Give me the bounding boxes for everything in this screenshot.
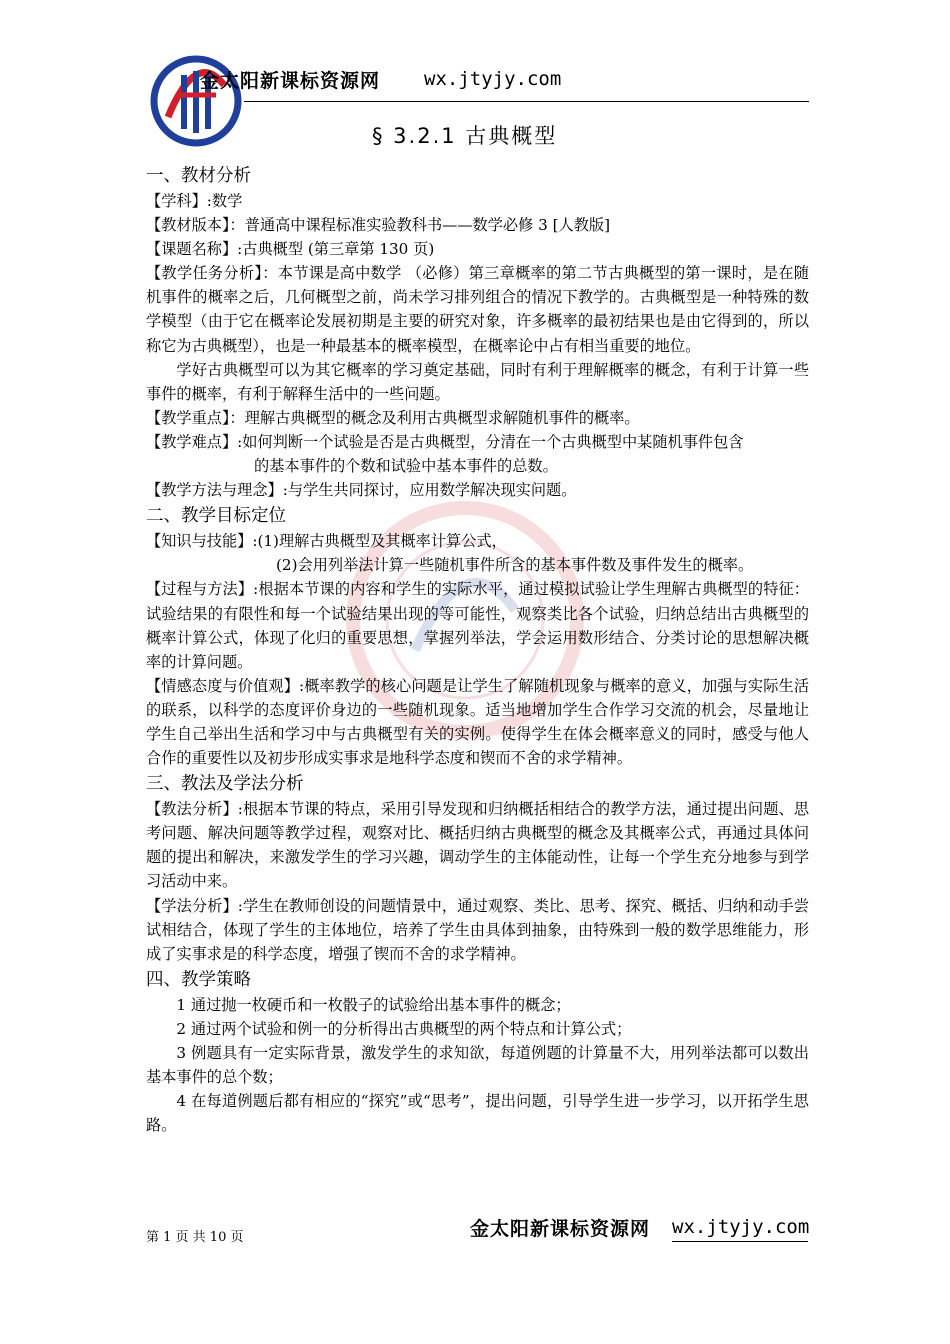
teaching-method-analysis [146, 797, 809, 893]
learning-method-text: 学生在教师创设的问题情景中，通过观察、类比、思考、探究、概括、归纳和动手尝试相结合，体现了学生的主体地位，培养了学生由具体到抽象，由特殊到一般的数学思维能力，形成了实事求是的科学态度，增强了锲而不舍的求学精神。 [146, 896, 810, 963]
subject-line [146, 189, 809, 213]
footer-url[interactable]: wx.jtyjy.com [672, 1216, 810, 1238]
attitude-values [146, 674, 809, 770]
section-heading-1: 一、教材分析 [146, 166, 251, 186]
topic-label: 【课题名称】: [146, 240, 243, 259]
learning-method-label: 【学法分析】: [146, 896, 243, 915]
method-line [146, 478, 809, 502]
edition-value: 普通高中课程标准实验教科书——数学必修 3 [人教版] [244, 216, 611, 235]
method-label: 【教学方法与理念】: [146, 481, 288, 500]
strategy-item: 2 通过两个试验和例一的分析得出古典概型的两个特点和计算公式； [176, 1019, 632, 1038]
task-text: 本节课是高中数学 （必修）第三章概率的第二节古典概型的第一课时，是在随机事件的概率之后，几何概型之前，尚未学习排列组合的情况下教学的。古典概型是一种特殊的数学模型（由于它在概率论发展初期是主要的研究对象，许多概率的最初结果也是由它得到的，所以称它为古典概型），也是一种最基本的概率模型，在概率论中占有相当重要的地位。 [146, 264, 809, 355]
edition-line [146, 213, 809, 237]
knowledge-item-1: (1)理解古典概型及其概率计算公式， [257, 532, 507, 551]
process-method [146, 577, 809, 673]
learning-method-analysis [146, 894, 809, 966]
difficulty-line [146, 430, 809, 454]
header-divider [244, 101, 809, 102]
difficulty-label: 【教学难点】: [146, 432, 243, 451]
attitude-text: 概率教学的核心问题是让学生了解随机现象与概率的意义，加强与实际生活的联系，以科学的态度评价身边的一些随机现象。适当地增加学生合作学习交流的机会，尽量地让学生自己举出生活和学习中与古典概型有关的实例。使得学生在体会概率意义的同时，感受与他人合作的重要性以及初步形成实事求是地科学态度和锲而不舍的求学精神。 [146, 676, 810, 768]
subject-value: 数学 [211, 192, 243, 210]
document-body [146, 162, 809, 1137]
section-heading-4: 四、教学策略 [146, 969, 251, 990]
teaching-method-text: 根据本节课的特点，采用引导发现和归纳概括相结合的教学方法，通过提出问题、思考问题、解决问题等教学过程，观察对比、概括归纳古典概型的概念及其概率公式，再通过具体问题的提出和解决，来激发学生的学习兴趣，调动学生的主体能动性，让每一个学生充分地参与到学习活动中来。 [146, 800, 810, 891]
page-number: 第 1 页 共 10 页 [146, 1230, 244, 1245]
footer-brand: 金太阳新课标资源网 [470, 1218, 651, 1240]
section-heading-2: 二、教学目标定位 [146, 506, 286, 527]
knowledge-label: 【知识与技能】: [146, 532, 258, 551]
topic-line [146, 237, 809, 261]
document-title: § 3.2.1 古典概型 [372, 124, 558, 148]
difficulty-text-1: 如何判断一个试验是否是古典概型，分清在一个古典概型中某随机事件包含 [242, 432, 744, 451]
teaching-method-label: 【教法分析】: [146, 800, 243, 819]
topic-value: 古典概型 (第三章第 130 页) [242, 240, 435, 259]
knowledge-line-1 [146, 529, 809, 553]
knowledge-item-2: (2)会用列举法计算一些随机事件所含的基本事件数及事件发生的概率。 [276, 556, 754, 575]
process-label: 【过程与方法】: [146, 580, 259, 599]
key-point-label: 【教学重点】： [146, 408, 245, 427]
strategy-item: 4 在每道例题后都有相应的“探究”或“思考”，提出问题，引导学生进一步学习，以开拓学生思路。 [146, 1092, 809, 1135]
edition-label: 【教材版本】： [146, 216, 245, 235]
subject-label: 【学科】: [146, 192, 212, 210]
section-heading-3: 三、教法及学法分析 [146, 774, 304, 795]
key-point-line [146, 406, 809, 430]
key-point-text: 理解古典概型的概念及利用古典概型求解随机事件的概率。 [244, 408, 640, 427]
footer-url-underline [672, 1241, 808, 1242]
task-analysis-p2: 学好古典概型可以为其它概率的学习奠定基础，同时有利于理解概率的概念，有利于计算一些事件的概率，有利于解释生活中的一些问题。 [146, 360, 809, 403]
difficulty-text-2: 的基本事件的个数和试验中基本事件的总数。 [254, 457, 558, 476]
method-text: 与学生共同探讨，应用数学解决现实问题。 [287, 481, 577, 500]
process-text: 根据本节课的内容和学生的实际水平，通过模拟试验让学生理解古典概型的特征：试验结果的有限性和每一个试验结果出现的等可能性，观察类比各个试验，归纳总结出古典概型的概率计算公式，体现了化归的重要思想，掌握列举法，学会运用数形结合、分类讨论的思想解决概率的计算问题。 [146, 580, 809, 671]
attitude-label: 【情感态度与价值观】: [146, 676, 305, 695]
header-brand: 金太阳新课标资源网 [200, 70, 381, 92]
strategy-item: 3 例题具有一定实际背景，激发学生的求知欲，每道例题的计算量不大，用列举法都可以数出基本事件的总个数； [146, 1044, 809, 1087]
task-analysis [146, 261, 809, 357]
header-url[interactable]: wx.jtyjy.com [424, 68, 562, 90]
strategy-item: 1 通过抛一枚硬币和一枚骰子的试验给出基本事件的概念； [176, 995, 571, 1014]
task-label: 【教学任务分析】： [146, 264, 278, 283]
